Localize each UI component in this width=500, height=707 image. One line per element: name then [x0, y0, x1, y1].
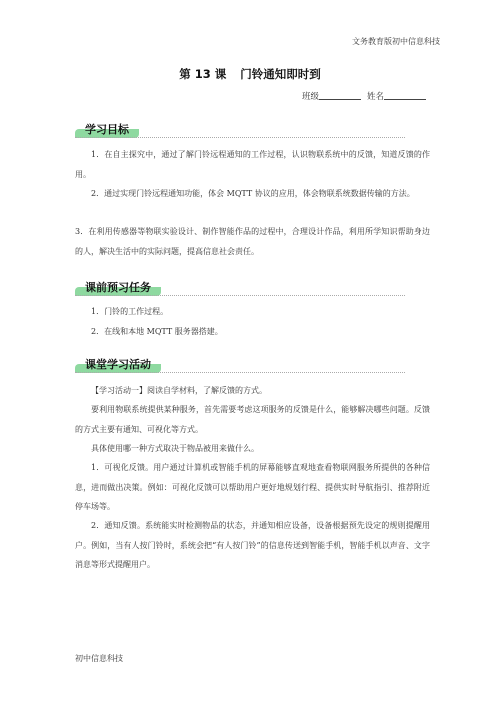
page-title: [0, 66, 500, 82]
preview-item: 2．在线和本地 MQTT 服务器搭建。: [91, 327, 223, 336]
class-blank: [319, 90, 361, 100]
goal-item: 2．通过实现门铃远程通知功能，体会 MQTT 协议的应用，体会物联系统数据传输的方法。: [91, 189, 415, 198]
heading-label: 课堂学习活动: [75, 355, 161, 373]
activity-paragraph: 具体使用哪一种方式取决于物品被用来做什么。: [91, 444, 259, 453]
section-heading-goals: [75, 120, 405, 140]
name-blank: [384, 90, 426, 100]
preview-item: 1．门铃的工作过程。: [91, 307, 169, 316]
footer-text: 初中信息科技: [75, 654, 123, 663]
section-heading-preview: [75, 278, 405, 298]
heading-label: 学习目标: [75, 120, 139, 138]
class-label: 班级: [301, 92, 319, 102]
goal-item: 1．在自主探究中，通过了解门铃远程通知的工作过程，认识物联系统中的反馈，知道反馈的作用。: [75, 150, 430, 179]
class-name-line: [302, 90, 426, 102]
section-heading-classroom: [75, 355, 405, 375]
heading-label: 课前预习任务: [75, 278, 161, 296]
activity-paragraph: 2．通知反馈。系统能实时检测物品的状态，并通知相应设备，设备根据预先设定的规则提醒用户。例如，当有人按门铃时，系统会把“有人按门铃”的信息传送到智能手机，智能手机以声音、文字消息等形式提醒用户。: [75, 521, 430, 569]
activity-paragraph: 1．可视化反馈。用户通过计算机或智能手机的屏幕能够直观地查看物联网服务所提供的各种信息，进而做出决策。例如：可视化反馈可以帮助用户更好地规划行程、提供实时导航指引、推荐附近停车场等。: [75, 463, 430, 511]
goal-item: 3．在利用传感器等物联实验设计、制作智能作品的过程中，合理设计作品，利用所学知识帮助身边的人，解决生活中的实际问题，提高信息社会责任。: [75, 227, 430, 256]
activity-paragraph: 【学习活动一】阅读自学材料，了解反馈的方式。: [91, 386, 267, 395]
header-text: 文务教育版初中信息科技: [352, 37, 440, 46]
name-label: 姓名: [366, 92, 384, 102]
lesson-name: 门铃通知即时到: [240, 67, 321, 81]
activity-paragraph: 要利用物联系统提供某种服务，首先需要考虑这项服务的反馈是什么，能够解决哪些问题。反馈的方式主要有通知、可视化等方式。: [75, 405, 430, 434]
lesson-number: 第 13 课: [179, 67, 227, 81]
